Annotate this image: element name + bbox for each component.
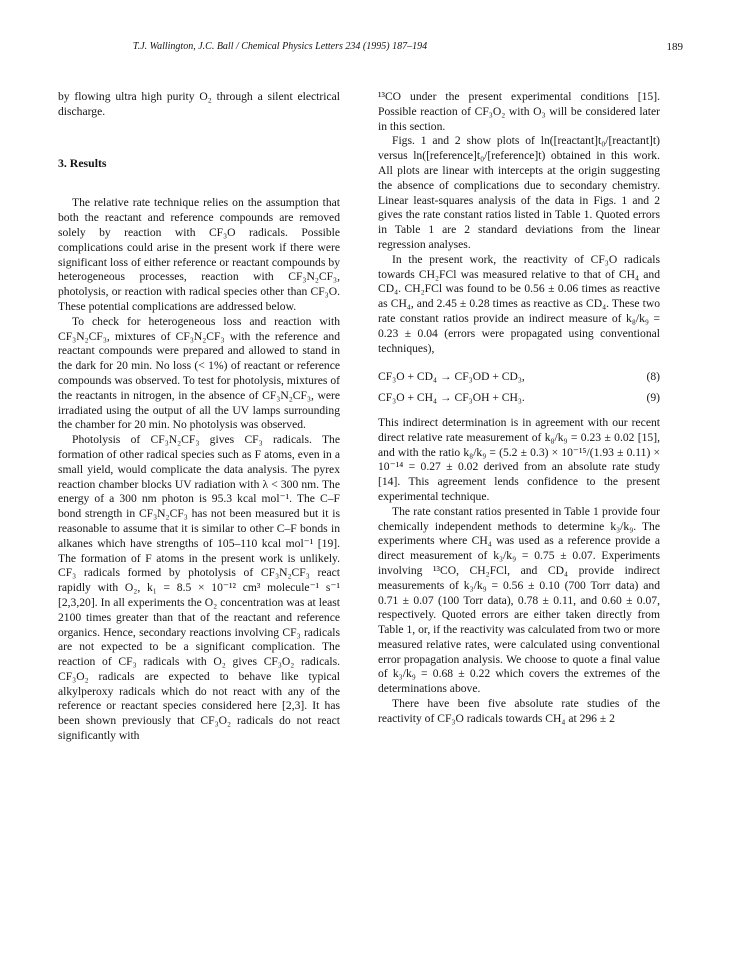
- body-paragraph: To check for heterogeneous loss and reaction with CF₃N₂CF₃, mixtures of CF₃N₂CF₃ with the reference and reactant compounds were prepared and allowed to stand in the dark for 20 min. No loss (< 1%) of reactant or reference compounds was observed. To test for photolysis, mixtures of the reactants in nitrogen, in the absence of CF₃N₂CF₃, were irradiated using the output of all the UV lamps surrounding the chamber for 20 min. No photolysis was observed.: [58, 314, 340, 432]
- equation-number: (8): [646, 370, 660, 384]
- equation-text: CF₃O + CH₄ → CF₃OH + CH₃.: [378, 391, 525, 405]
- equation-9: [378, 391, 660, 406]
- body-paragraph: There have been five absolute rate studies of the reactivity of CF₃O radicals towards CH₄ at 296 ± 2: [378, 697, 660, 725]
- body-paragraph: The rate constant ratios presented in Table 1 provide four chemically independent methods to determine k₃/k₉. The experiments where CH₄ was used as a reference provide a direct measurement of k₃/k₉ = 0.75 ± 0.07. Experiments involving ¹³CO, CH₂FCl, and CD₄ provide indirect measurements of k₃/k₉ = 0.56 ± 0.10 (700 Torr data) and 0.71 ± 0.07 (100 Torr data), 0.78 ± 0.11, and 0.60 ± 0.07, respectively. Quoted errors are either taken directly from Table 1, or, if the reactivity was calculated from two or more measured relative rates, were calculated using conventional error propagation analysis. We choose to quote a final value of k₃/k₉ = 0.68 ± 0.22 which covers the extremes of the determinations above.: [378, 504, 660, 696]
- body-paragraph: Photolysis of CF₃N₂CF₃ gives CF₃ radicals. The formation of other radical species such as F atoms, even in a small yield, would complicate the data analysis. The pyrex reaction chamber blocks UV radiation with λ < 300 nm. The energy of a 300 nm photon is 95.3 kcal mol⁻¹. The C–F bond strength in CF₃N₂CF₃ has not been measured but it is reasonable to assume that it is similar to other C–F bonds in alkanes which have strengths of 105–110 kcal mol⁻¹ [19]. The formation of F atoms in the present work is unlikely. CF₃ radicals formed by photolysis of CF₃N₂CF₃ react rapidly with O₂, k₁ = 8.5 × 10⁻¹² cm³ molecule⁻¹ s⁻¹ [2,3,20]. In all experiments the O₂ concentration was at least 2100 times greater than that of the reactant and reference organics. Hence, secondary reactions involving CF₃ radicals are not expected to be a significant complication. The reaction of CF₃ radicals with O₂ gives CF₃O₂ radicals. CF₃O₂ radicals are expected to behave like typical alkylperoxy radicals which do not react with any of the reference or reactant species considered here [2,3]. It has been shown previously that CF₃O₂ radicals do not react significantly with: [58, 433, 340, 743]
- running-title: T.J. Wallington, J.C. Ball / Chemical Physics Letters 234 (1995) 187–194: [132, 41, 428, 52]
- body-paragraph: This indirect determination is in agreement with our recent direct relative rate measurement of k₈/k₉ = 0.23 ± 0.02 [15], and with the ratio k₈/k₉ = (5.2 ± 0.3) × 10⁻¹⁵/(1.93 ± 0.11) × 10⁻¹⁴ = 0.27 ± 0.02 derived from an absolute rate study [14]. This agreement lends confidence to the present experimental technique.: [378, 415, 660, 503]
- left-column: [58, 90, 340, 744]
- body-paragraph: Figs. 1 and 2 show plots of ln([reactant]t₀/[reactant]t) versus ln([reference]t₀/[reference]t) obtained in this work. All plots are linear with intercepts at the origin suggesting the absence of complications due to secondary chemistry. Linear least-squares analysis of the data in Figs. 1 and 2 gives the rate constant ratios listed in Table 1. Quoted errors in Table 1 are 2 standard deviations from the linear regression analyses.: [378, 134, 660, 251]
- body-paragraph: The relative rate technique relies on the assumption that both the reactant and reference compounds are removed solely by reaction with CF₃O radicals. Possible complications could arise in the present work if there were significant loss of either reference or reactant compounds by heterogeneous processes, reaction with CF₃N₂CF₃, photolysis, or reaction with radical species other than CF₃O. These potential complications are addressed below.: [58, 196, 340, 313]
- page-number: 189: [666, 41, 683, 53]
- equation-number: (9): [646, 391, 660, 405]
- equation-8: [378, 370, 660, 385]
- equation-text: CF₃O + CD₄ → CF₃OD + CD₃,: [378, 370, 525, 384]
- right-column: [378, 90, 660, 727]
- section-heading: 3. Results: [58, 155, 107, 170]
- body-paragraph: In the present work, the reactivity of CF₃O radicals towards CH₂FCl was measured relative to that of CH₄ and CD₄. CH₂FCl was found to be 0.56 ± 0.06 times as reactive as CH₄, and 2.45 ± 0.28 times as reactive as CD₄. These two rate constant ratios provide an indirect measure of k₈/k₉ = 0.23 ± 0.04 (errors were propagated using conventional techniques),: [378, 252, 660, 355]
- running-head: [0, 39, 731, 55]
- body-paragraph: ¹³CO under the present experimental conditions [15]. Possible reaction of CF₃O₂ with O₃ will be considered later in this section.: [378, 90, 660, 133]
- continuation-paragraph: by flowing ultra high purity O₂ through a silent electrical discharge.: [58, 90, 340, 118]
